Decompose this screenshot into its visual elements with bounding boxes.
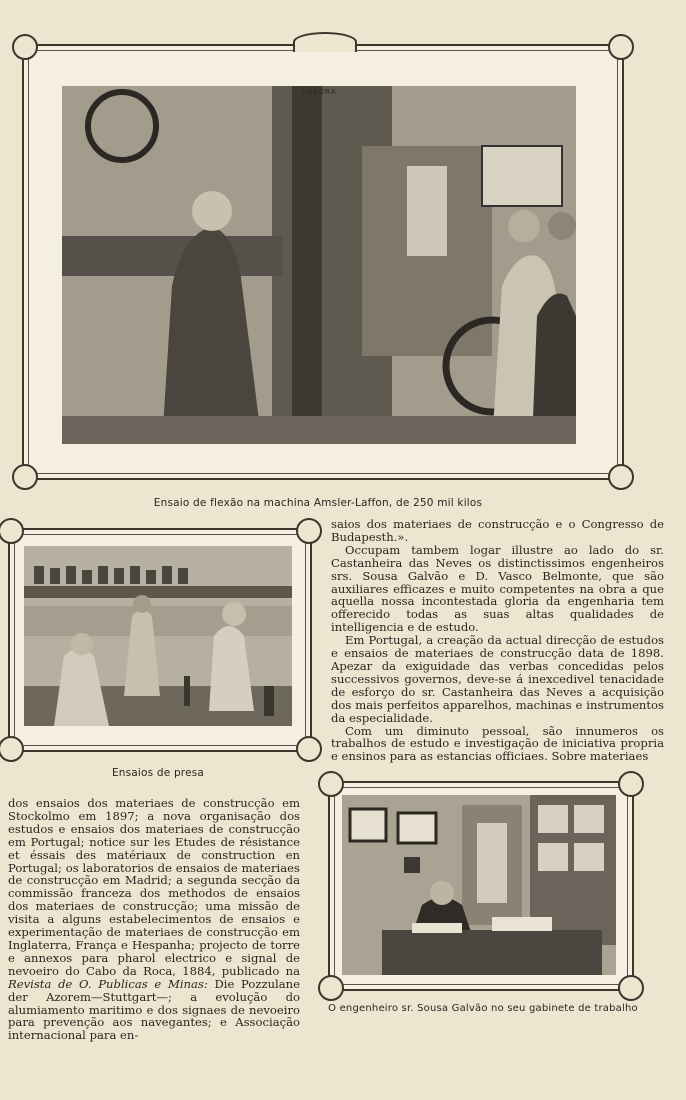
frame-ornament — [608, 464, 634, 490]
frame-ornament — [0, 736, 24, 762]
journal-title: Revista de O. Publicas e Minas: — [8, 976, 208, 991]
frame-ornament — [12, 34, 38, 60]
office-photo-engineer — [342, 795, 616, 975]
frame-ornament — [12, 464, 38, 490]
laboratory-sign: LABORA — [302, 88, 337, 96]
frame-ornament — [296, 736, 322, 762]
left-column-text — [8, 797, 300, 1042]
paragraph: Com um diminuto pessoal, são innumeros os trabalhos de estudo e investigação de iniciativa propria e ensinos para as estancias officiaes. Sobre materiaes — [331, 723, 664, 764]
left-text-part-b: Die Pozzulane der Azorem—Stuttgart—; a evolução do alumiamento maritimo e dos signaes de nevoeiro para prevenção aos navegantes; e Associação internacional para en- — [8, 976, 300, 1043]
top-photo-caption: Ensaio de flexão na machina Amsler-Laffon, de 250 mil kilos — [153, 497, 483, 509]
frame-ornament — [618, 975, 644, 1001]
frame-crest-ornament — [293, 32, 357, 52]
left-text-part-a: dos ensaios dos materiaes de construcção em Stockolmo em 1897; a nova organisação dos estudos e ensaios dos materiaes de construcção em Portugal; notice sur les Etudes de résistance et éssais des matériaux de construction en Portugal; os laboratorios de ensaios de materiaes de construcção em Madrid; a segunda secção da commissão franceza dos methodos de ensaios dos materiaes de construcção; uma missão de visita a alguns estabelecimentos de ensaios e experimentação de materiaes de construcção em Inglaterra, França e Hespanha; projecto de torre e annexos para pharol electrico e signal de nevoeiro do Cabo da Roca, 1884, publicado na — [8, 796, 300, 978]
presa-photo-laboratory — [24, 546, 292, 726]
frame-ornament — [318, 771, 344, 797]
paragraph: Em Portugal, a creação da actual direcção de estudos e ensaios de materiaes de construcção data de 1898. Apezar da exiguidade das verbas concedidas pelos successivos governos, deve-se á inexcedivel tenacidade de esforço do sr. Castanheira das Neves a acquisição dos mais perfeitos apparelhos, machinas e instrumentos da especialidade. — [331, 633, 664, 725]
paragraph: Occupam tambem logar illustre ao lado do sr. Castanheira das Neves os distinctissimos engenheiros srs. Sousa Galvão e D. Vasco Belmonte, que são auxiliares efficazes e muito competentes na obra a que aquella nossa incontestada gloria da engenharia tem offerecido todas as suas altas qualidades de intelligencia e de estudo. — [331, 542, 664, 635]
frame-ornament — [608, 34, 634, 60]
paragraph: saios dos materiaes de construcção e o Congresso de Budapesth.». — [331, 517, 664, 544]
frame-ornament — [296, 518, 322, 544]
office-photo-caption: O engenheiro sr. Sousa Galvão no seu gabinete de trabalho — [328, 1003, 638, 1014]
right-column-text — [331, 518, 664, 763]
top-photo-testing-machine — [62, 86, 576, 444]
frame-ornament — [618, 771, 644, 797]
frame-ornament — [0, 518, 24, 544]
frame-ornament — [318, 975, 344, 1001]
paragraph — [8, 797, 300, 1042]
presa-photo-caption: Ensaios de presa — [111, 767, 205, 779]
